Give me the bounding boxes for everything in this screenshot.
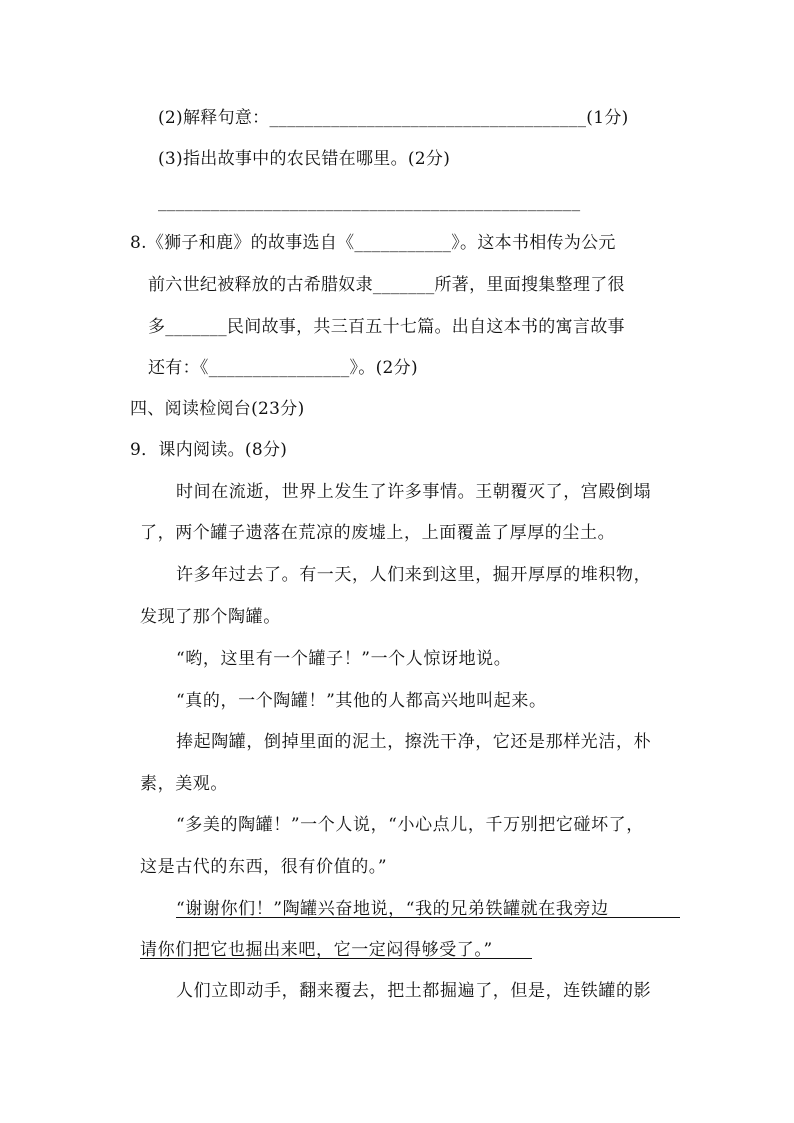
q7-part2: (2)解释句意：____________________________________(1分) bbox=[158, 108, 629, 128]
q7-part3: (3)指出故事中的农民错在哪里。(2分) bbox=[158, 149, 451, 169]
passage-line-3: 许多年过去了。有一天，人们来到这里，掘开厚厚的堆积物， bbox=[176, 565, 652, 585]
q8-line-1: 8.《狮子和鹿》的故事选自《___________》。这本书相传为公元 bbox=[130, 233, 616, 253]
passage-line-10: 这是古代的东西，很有价值的。” bbox=[140, 857, 388, 877]
passage-line-1: 时间在流逝，世界上发生了许多事情。王朝覆灭了，宫殿倒塌 bbox=[176, 482, 652, 502]
q8-line-3: 多_______民间故事，共三百五十七篇。出自这本书的寓言故事 bbox=[148, 317, 625, 337]
passage-line-6: “真的，一个陶罐！”其他的人都高兴地叫起来。 bbox=[176, 691, 547, 711]
passage-line-12: 请你们把它也掘出来吧，它一定闷得够受了。” bbox=[140, 940, 493, 960]
q8-line-4: 还有：《________________》。(2分) bbox=[148, 358, 418, 378]
passage-line-9: “多美的陶罐！”一个人说，“小心点儿，千万别把它碰坏了， bbox=[176, 815, 644, 835]
passage-line-13: 人们立即动手，翻来覆去，把土都掘遍了，但是，连铁罐的影 bbox=[176, 981, 652, 1001]
passage-line-7: 捧起陶罐，倒掉里面的泥土，擦洗干净，它还是那样光洁，朴 bbox=[176, 732, 652, 752]
q9-title: 9．课内阅读。(8分) bbox=[130, 440, 288, 460]
underline-2 bbox=[140, 958, 532, 959]
passage-line-5: “哟，这里有一个罐子！”一个人惊讶地说。 bbox=[176, 649, 512, 669]
passage-line-11: “谢谢你们！”陶罐兴奋地说，“我的兄弟铁罐就在我旁边 bbox=[176, 899, 609, 919]
underline-1 bbox=[176, 917, 680, 918]
passage-line-2: 了，两个罐子遗落在荒凉的废墟上，上面覆盖了厚厚的尘土。 bbox=[140, 523, 616, 543]
passage-line-8: 素，美观。 bbox=[140, 774, 228, 794]
section-4-title: 四、阅读检阅台(23分) bbox=[130, 399, 305, 419]
q8-line-2: 前六世纪被释放的古希腊奴隶_______所著，里面搜集整理了很 bbox=[148, 275, 625, 295]
q7-answer-line: ________________________________________________ bbox=[158, 192, 581, 212]
passage-line-4: 发现了那个陶罐。 bbox=[140, 607, 281, 627]
